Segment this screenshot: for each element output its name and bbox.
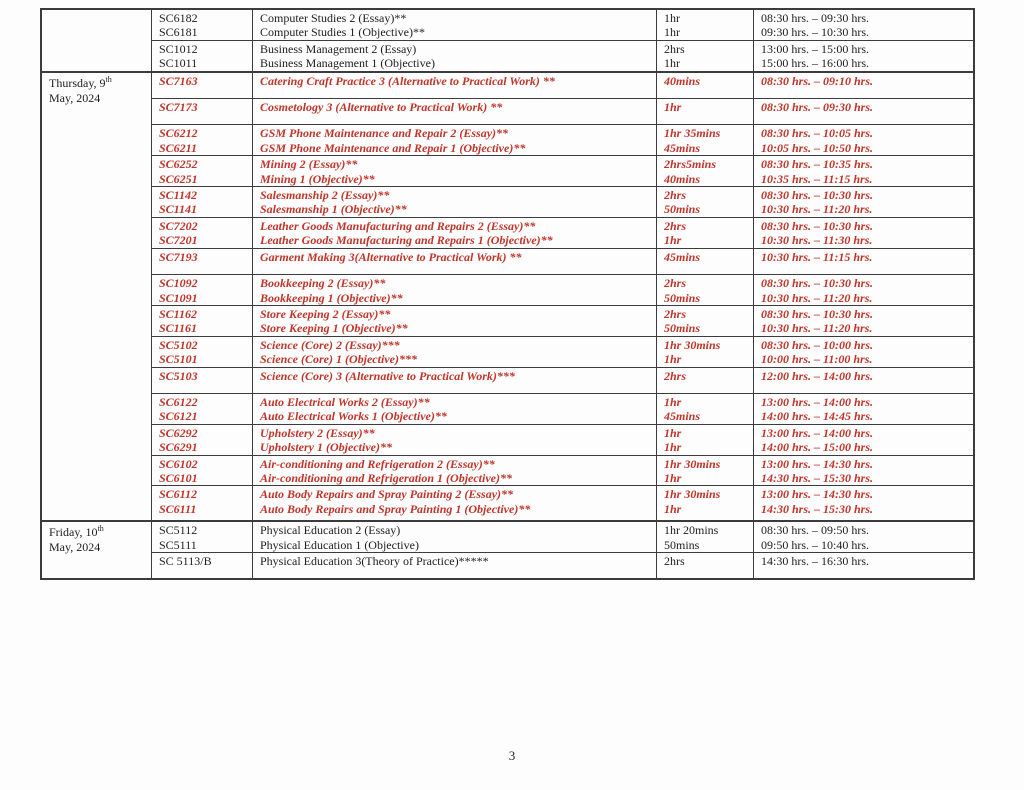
subject-title: Mining 2 (Essay)** [260, 157, 358, 172]
time-range: 08:30 hrs. – 09:30 hrs. [761, 11, 869, 25]
day-section [42, 10, 973, 71]
duration: 1hr [664, 501, 682, 516]
subject-group [152, 552, 973, 578]
subject-code: SC7202 [159, 218, 198, 233]
subject-code: SC6122 [159, 394, 198, 409]
date-cell [42, 73, 152, 521]
time-range: 08:30 hrs. – 10:05 hrs. [761, 126, 874, 141]
time-range: 08:30 hrs. – 10:30 hrs. [761, 276, 874, 291]
subject-code: SC6181 [159, 25, 198, 40]
time-range: 10:30 hrs. – 11:20 hrs. [761, 321, 873, 336]
duration: 1hr [664, 425, 682, 440]
subject-title: Auto Electrical Works 2 (Essay)** [260, 394, 430, 409]
subject-title: Garment Making 3(Alternative to Practical Work) ** [260, 249, 522, 264]
time-range: 10:05 hrs. – 10:50 hrs. [761, 140, 874, 155]
subject-group [152, 98, 973, 124]
subject-group [152, 124, 973, 155]
subject-code: SC1092 [159, 276, 198, 291]
day-section [42, 520, 973, 578]
time-range: 10:30 hrs. – 11:15 hrs. [761, 249, 873, 264]
date-ordinal: th [105, 74, 112, 84]
subject-title: Business Management 1 (Objective) [260, 56, 435, 71]
time-range: 09:50 hrs. – 10:40 hrs. [761, 537, 869, 552]
subject-group [152, 40, 973, 71]
time-range: 13:00 hrs. – 14:00 hrs. [761, 394, 874, 409]
subject-title: Computer Studies 1 (Objective)** [260, 25, 425, 40]
subject-group [152, 367, 973, 393]
subject-title: Upholstery 1 (Objective)** [260, 440, 392, 455]
time-range: 10:30 hrs. – 11:20 hrs. [761, 202, 873, 217]
time-range: 08:30 hrs. – 10:30 hrs. [761, 188, 874, 203]
subject-title: Store Keeping 1 (Objective)** [260, 321, 408, 336]
subject-group [152, 248, 973, 274]
time-range: 08:30 hrs. – 09:30 hrs. [761, 100, 874, 115]
duration: 1hr [664, 25, 680, 40]
time-range: 10:30 hrs. – 11:20 hrs. [761, 290, 873, 305]
subject-code: SC5101 [159, 352, 198, 367]
subject-code: SC1162 [159, 306, 198, 321]
duration: 2hrs [664, 41, 685, 56]
subject-title: Science (Core) 1 (Objective)*** [260, 352, 417, 367]
subject-title: GSM Phone Maintenance and Repair 2 (Essay)** [260, 126, 509, 141]
time-range: 10:35 hrs. – 11:15 hrs. [761, 171, 873, 186]
time-range: 08:30 hrs. – 10:00 hrs. [761, 337, 874, 352]
subject-title: Store Keeping 2 (Essay)** [260, 306, 391, 321]
time-range: 08:30 hrs. – 10:30 hrs. [761, 306, 874, 321]
time-range: 13:00 hrs. – 14:30 hrs. [761, 456, 874, 471]
subject-code: SC6111 [159, 501, 197, 516]
subject-title: Cosmetology 3 (Alternative to Practical Work) ** [260, 100, 503, 115]
subject-code: SC6102 [159, 456, 198, 471]
time-range: 13:00 hrs. – 14:00 hrs. [761, 425, 874, 440]
page-number: 3 [508, 748, 516, 763]
time-range: 08:30 hrs. – 10:30 hrs. [761, 218, 874, 233]
duration: 45mins [664, 249, 701, 264]
subject-title: Computer Studies 2 (Essay)** [260, 11, 407, 25]
subject-code: SC7173 [159, 100, 198, 115]
time-range: 14:30 hrs. – 15:30 hrs. [761, 470, 874, 485]
date-cell-empty [42, 10, 152, 71]
subject-title: GSM Phone Maintenance and Repair 1 (Objective)** [260, 140, 526, 155]
duration: 50mins [664, 290, 701, 305]
subject-title: Science (Core) 2 (Essay)*** [260, 337, 400, 352]
duration: 1hr 30mins [664, 337, 721, 352]
time-range: 12:00 hrs. – 14:00 hrs. [761, 368, 874, 383]
date-text: May, 2024 [49, 90, 101, 105]
subject-group [152, 73, 973, 98]
duration: 1hr [664, 100, 682, 115]
duration: 1hr 30mins [664, 487, 721, 502]
duration: 50mins [664, 537, 700, 552]
subject-title: Auto Body Repairs and Spray Painting 1 (Objective)** [260, 501, 531, 516]
subject-group [152, 305, 973, 336]
subject-title: Science (Core) 3 (Alternative to Practical Work)*** [260, 368, 515, 383]
duration: 2hrs5mins [664, 157, 717, 172]
subject-title: Salesmanship 1 (Objective)** [260, 202, 407, 217]
subject-title: Auto Body Repairs and Spray Painting 2 (Essay)** [260, 487, 514, 502]
subject-title: Air-conditioning and Refrigeration 1 (Objective)** [260, 470, 512, 485]
subject-title: Leather Goods Manufacturing and Repairs 2 (Essay)** [260, 218, 536, 233]
subject-group [152, 522, 973, 552]
subject-group [152, 155, 973, 186]
duration: 50mins [664, 202, 701, 217]
duration: 50mins [664, 321, 701, 336]
duration: 1hr 20mins [664, 523, 719, 538]
subject-code: SC7193 [159, 249, 198, 264]
duration: 2hrs [664, 188, 687, 203]
time-range: 15:00 hrs. – 16:00 hrs. [761, 56, 869, 71]
duration: 45mins [664, 140, 701, 155]
time-range: 08:30 hrs. – 10:35 hrs. [761, 157, 874, 172]
subject-title: Business Management 2 (Essay) [260, 41, 417, 56]
subject-group [152, 455, 973, 486]
subject-group [152, 424, 973, 455]
day-section [42, 71, 973, 521]
duration: 40mins [664, 171, 701, 186]
duration: 1hr [664, 233, 682, 248]
subject-title: Air-conditioning and Refrigeration 2 (Essay)** [260, 456, 495, 471]
subject-code: SC6182 [159, 11, 198, 25]
subject-group [152, 274, 973, 305]
subject-group [152, 10, 973, 40]
subject-code: SC1091 [159, 290, 198, 305]
subject-group [152, 186, 973, 217]
duration: 1hr 35mins [664, 126, 721, 141]
subject-title: Physical Education 3(Theory of Practice)***** [260, 554, 489, 568]
subject-code: SC6211 [159, 140, 198, 155]
date-ordinal: th [97, 524, 104, 534]
duration: 1hr [664, 11, 680, 25]
subject-code: SC1012 [159, 41, 198, 56]
time-range: 14:30 hrs. – 16:30 hrs. [761, 554, 869, 568]
time-range: 08:30 hrs. – 09:50 hrs. [761, 523, 869, 538]
subject-code: SC7201 [159, 233, 198, 248]
subject-title: Upholstery 2 (Essay)** [260, 425, 375, 440]
time-range: 13:00 hrs. – 15:00 hrs. [761, 41, 869, 56]
time-range: 13:00 hrs. – 14:30 hrs. [761, 487, 874, 502]
duration: 1hr [664, 56, 680, 71]
time-range: 08:30 hrs. – 09:10 hrs. [761, 73, 874, 88]
subject-code: SC6252 [159, 157, 198, 172]
duration: 1hr [664, 440, 682, 455]
subject-code: SC5103 [159, 368, 198, 383]
subject-code: SC 5113/B [159, 554, 212, 568]
date-text: Friday, 10 [49, 525, 98, 540]
duration: 1hr [664, 394, 682, 409]
subject-title: Leather Goods Manufacturing and Repairs 1 (Objective)** [260, 233, 553, 248]
subject-group [152, 485, 973, 520]
subject-code: SC6251 [159, 171, 198, 186]
duration: 2hrs [664, 306, 687, 321]
subject-title: Bookkeeping 2 (Essay)** [260, 276, 386, 291]
subject-title: Bookkeeping 1 (Objective)** [260, 290, 403, 305]
subject-title: Auto Electrical Works 1 (Objective)** [260, 409, 447, 424]
subject-title: Salesmanship 2 (Essay)** [260, 188, 390, 203]
subject-title: Physical Education 2 (Essay) [260, 523, 401, 538]
subject-code: SC6101 [159, 470, 198, 485]
time-range: 14:00 hrs. – 15:00 hrs. [761, 440, 874, 455]
duration: 1hr [664, 352, 682, 367]
subject-title: Mining 1 (Objective)** [260, 171, 375, 186]
subject-code: SC5111 [159, 537, 197, 552]
time-range: 14:00 hrs. – 14:45 hrs. [761, 409, 874, 424]
subject-code: SC6121 [159, 409, 198, 424]
exam-timetable [40, 8, 975, 580]
duration: 45mins [664, 409, 701, 424]
subject-code: SC5102 [159, 337, 198, 352]
subject-code: SC1161 [159, 321, 198, 336]
subject-code: SC6212 [159, 126, 198, 141]
date-text: Thursday, 9 [49, 75, 106, 90]
subject-group [152, 217, 973, 248]
subject-title: Catering Craft Practice 3 (Alternative to Practical Work) ** [260, 73, 555, 88]
subject-code: SC6291 [159, 440, 198, 455]
subject-group [152, 336, 973, 367]
date-cell [42, 522, 152, 578]
duration: 2hrs [664, 368, 687, 383]
duration: 2hrs [664, 276, 687, 291]
subject-code: SC1142 [159, 188, 198, 203]
subject-group [152, 393, 973, 424]
duration: 40mins [664, 73, 701, 88]
subject-code: SC6292 [159, 425, 198, 440]
date-text: May, 2024 [49, 540, 101, 555]
subject-code: SC1141 [159, 202, 198, 217]
duration: 2hrs [664, 554, 685, 568]
duration: 1hr 30mins [664, 456, 721, 471]
subject-code: SC1011 [159, 56, 198, 71]
time-range: 14:30 hrs. – 15:30 hrs. [761, 501, 874, 516]
subject-title: Physical Education 1 (Objective) [260, 537, 419, 552]
duration: 1hr [664, 470, 682, 485]
time-range: 10:30 hrs. – 11:30 hrs. [761, 233, 873, 248]
duration: 2hrs [664, 218, 687, 233]
subject-code: SC7163 [159, 73, 198, 88]
time-range: 10:00 hrs. – 11:00 hrs. [761, 352, 873, 367]
subject-code: SC6112 [159, 487, 198, 502]
subject-code: SC5112 [159, 523, 198, 538]
time-range: 09:30 hrs. – 10:30 hrs. [761, 25, 869, 40]
